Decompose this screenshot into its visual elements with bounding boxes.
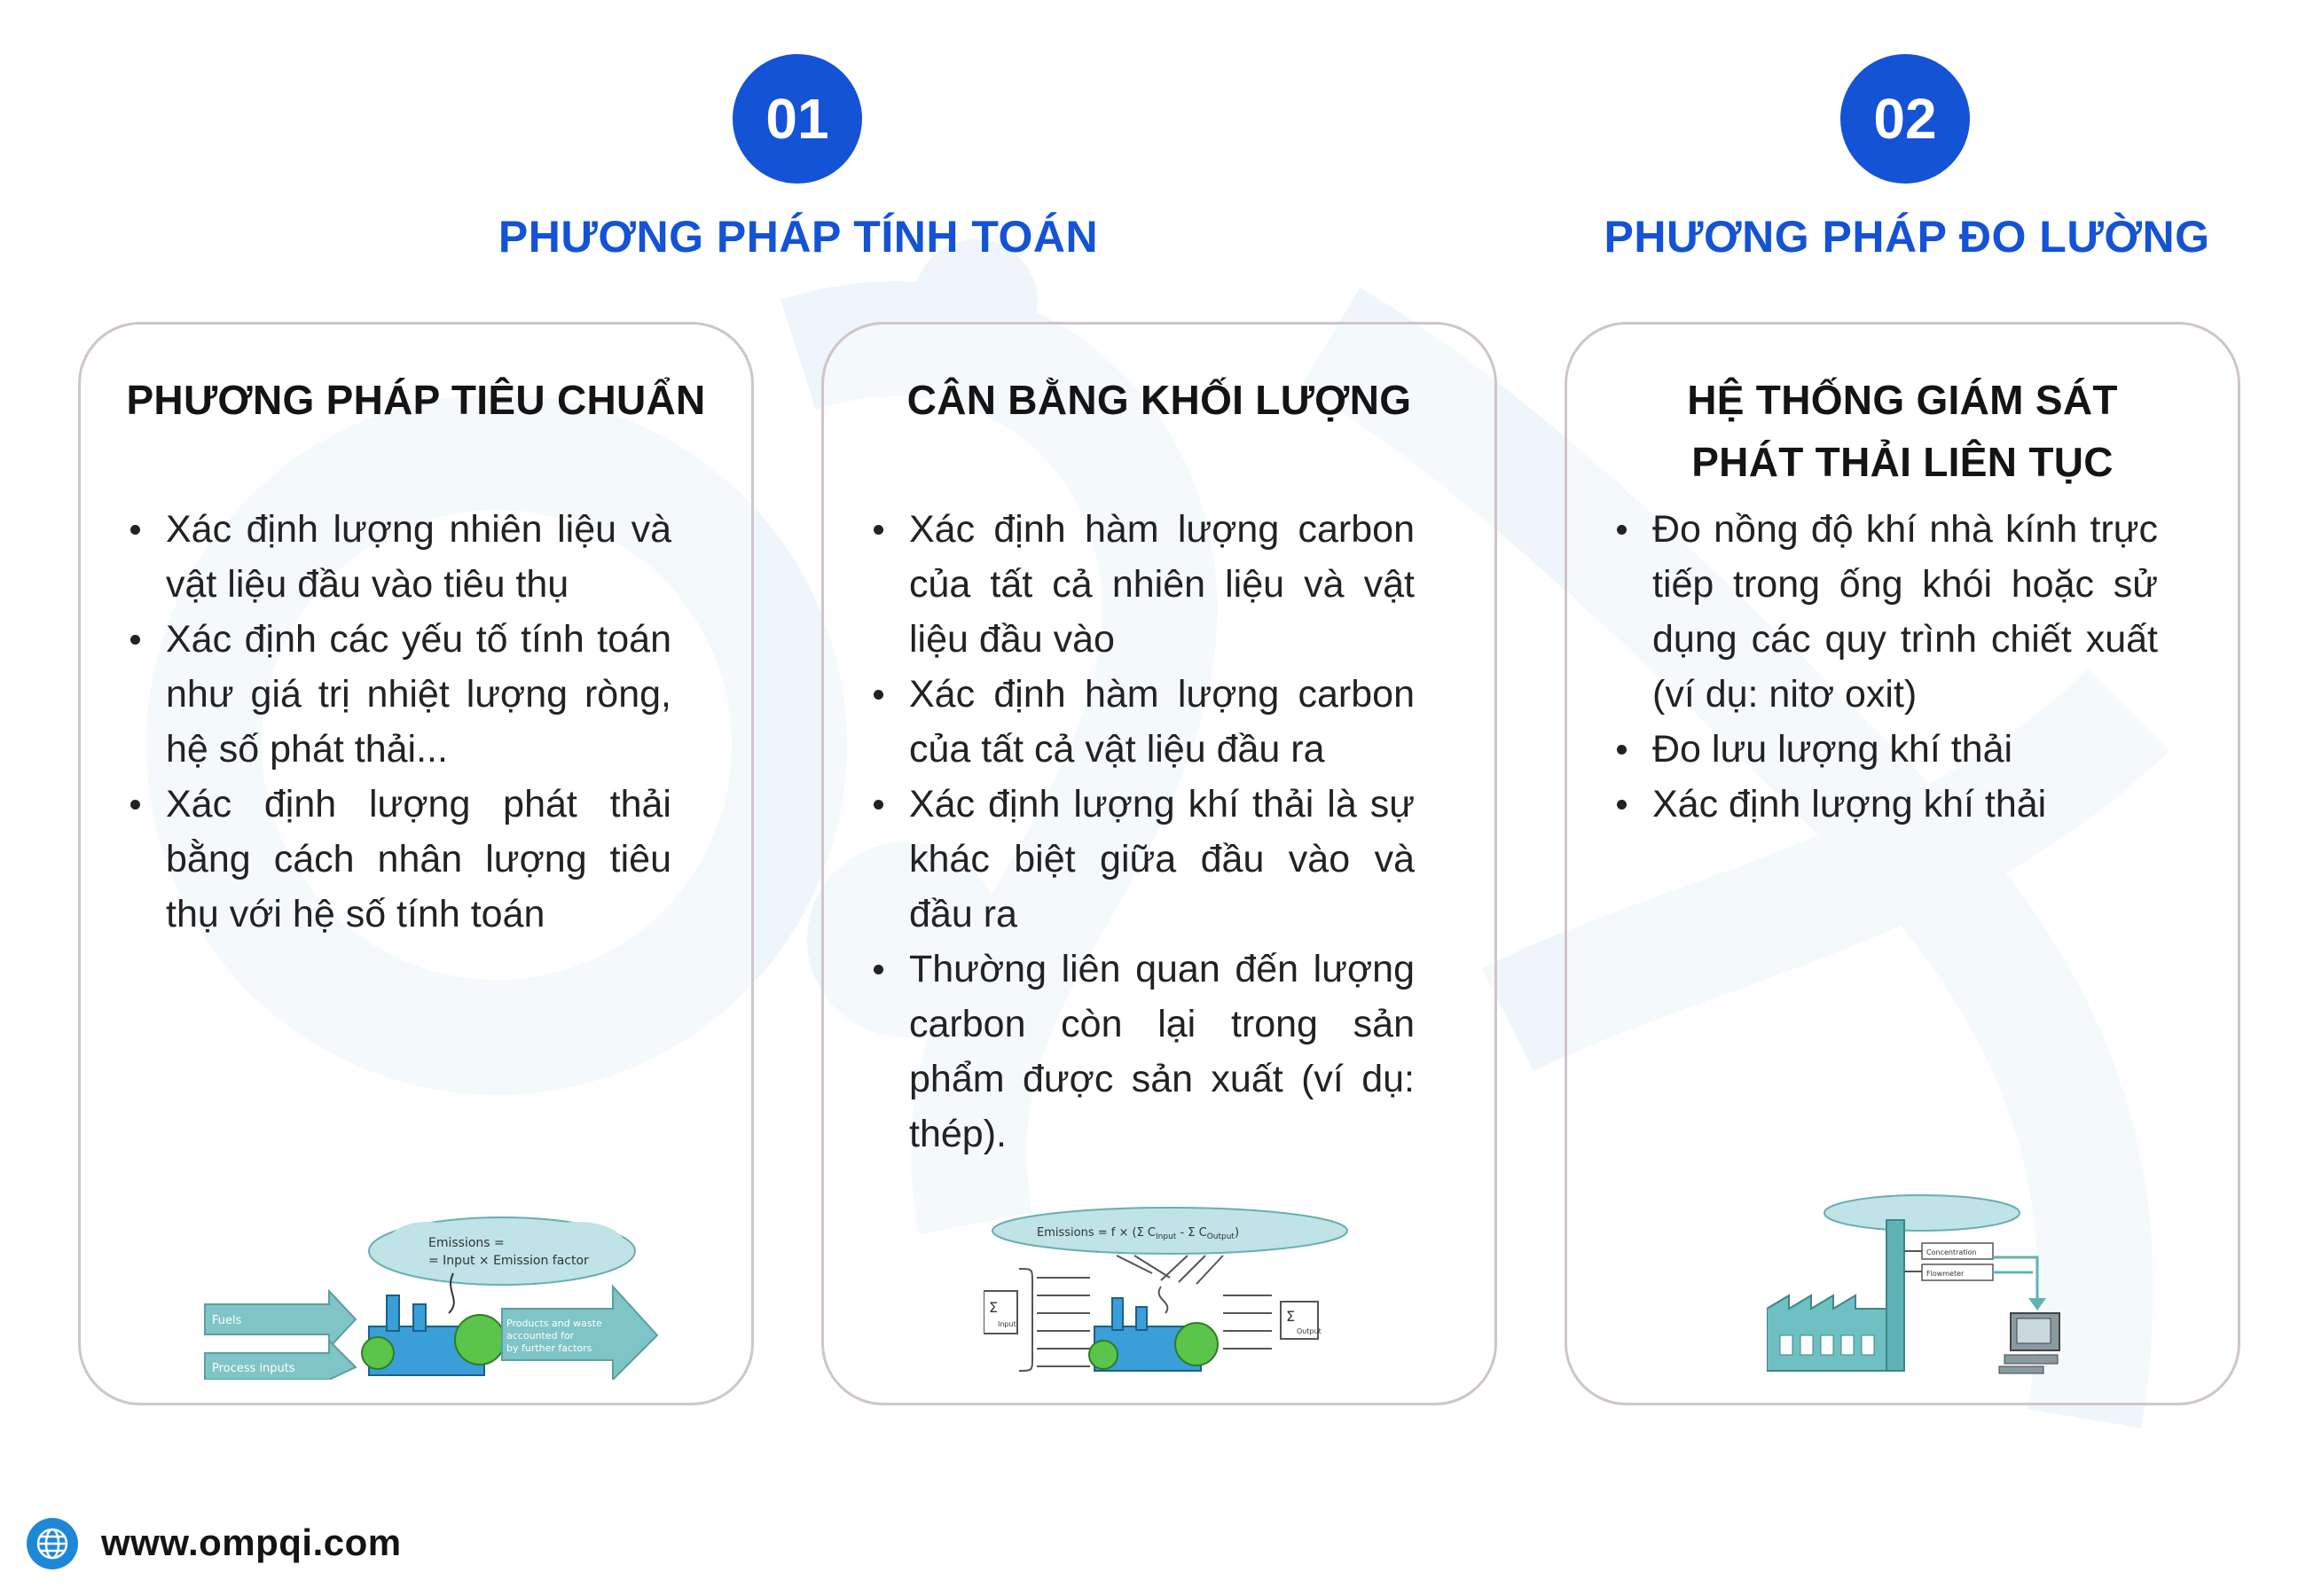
arrow-products-line2: accounted for (506, 1330, 575, 1342)
globe-icon (27, 1518, 78, 1569)
card-standard-method (78, 322, 754, 1405)
section-2-title: PHƯƠNG PHÁP ĐO LƯỜNG (1604, 212, 2210, 262)
card-continuous-monitoring (1565, 322, 2240, 1405)
section-1-title: PHƯƠNG PHÁP TÍNH TOÁN (498, 212, 1099, 262)
box-left-label: Input (998, 1320, 1016, 1328)
cloud-icon (369, 1217, 635, 1285)
list-item: Xác định lượng khí thải là sự khác biệt giữa đầu vào và đầu ra (909, 777, 1415, 942)
factory-icon (1767, 1220, 1904, 1371)
card-title (1567, 369, 2238, 493)
card-title-line: CÂN BẰNG KHỐI LƯỢNG (906, 377, 1412, 423)
factory-icon (362, 1295, 505, 1375)
list-item: Xác định lượng nhiên liệu và vật liệu đầu vào tiêu thụ (166, 502, 671, 612)
sigma-right: Σ (1286, 1308, 1296, 1325)
card-title-line: HỆ THỐNG GIÁM SÁT (1687, 377, 2118, 423)
label-flowmeter: Flowmeter (1926, 1270, 1965, 1278)
list-item: Thường liên quan đến lượng carbon còn lại trong sản phẩm được sản xuất (ví dụ: thép). (909, 942, 1415, 1162)
card-title-line: PHƯƠNG PHÁP TIÊU CHUẨN (126, 377, 706, 423)
list-item: Xác định lượng khí thải (1652, 777, 2158, 832)
section-2-number: 02 (1840, 54, 1970, 184)
section-1-number: 01 (733, 54, 862, 184)
bullet-list (1652, 502, 2158, 832)
website-link[interactable]: www.ompqi.com (101, 1522, 402, 1563)
card-mass-balance (821, 322, 1497, 1405)
arrow-products-line3: by further factors (506, 1342, 592, 1354)
card-title (824, 369, 1494, 431)
sigma-left: Σ (989, 1299, 999, 1316)
bullet-list (909, 502, 1415, 1162)
mass-balance-illustration (984, 1202, 1356, 1380)
list-item: Đo lưu lượng khí thải (1652, 722, 2158, 777)
card-title (81, 369, 751, 431)
cloud-line2: = Input × Emission factor (428, 1254, 589, 1268)
list-item: Xác định các yếu tố tính toán như giá trị nhiệt lượng ròng, hệ số phát thải... (166, 612, 671, 777)
computer-icon (1999, 1313, 2059, 1373)
cems-illustration (1767, 1193, 2086, 1380)
cloud-formula: Emissions = f × (Σ $C_{Input}$ - Σ $C_{Output}$) (1037, 1226, 1240, 1241)
cloud-line1: Emissions = (428, 1236, 505, 1250)
list-item: Đo nồng độ khí nhà kính trực tiếp trong ống khói hoặc sử dụng các quy trình chiết xuất (ví dụ: nitơ oxit) (1652, 502, 2158, 722)
box-right-label: Output (1297, 1327, 1322, 1335)
cloud-icon (1824, 1195, 2020, 1231)
arrow-fuels-label: Fuels (212, 1314, 242, 1327)
emission-factor-illustration (196, 1202, 693, 1380)
list-item: Xác định lượng phát thải bằng cách nhân lượng tiêu thụ với hệ số tính toán (166, 777, 671, 942)
list-item: Xác định hàm lượng carbon của tất cả vật liệu đầu ra (909, 667, 1415, 777)
arrow-products-line1: Products and waste (506, 1318, 602, 1329)
card-title-line: PHÁT THẢI LIÊN TỤC (1691, 439, 2114, 485)
factory-icon (1089, 1298, 1218, 1371)
label-concentration: Concentration (1926, 1248, 1977, 1256)
list-item: Xác định hàm lượng carbon của tất cả nhiên liệu và vật liệu đầu vào (909, 502, 1415, 667)
arrow-process-label: Process inputs (212, 1362, 295, 1375)
bullet-list (166, 502, 671, 942)
